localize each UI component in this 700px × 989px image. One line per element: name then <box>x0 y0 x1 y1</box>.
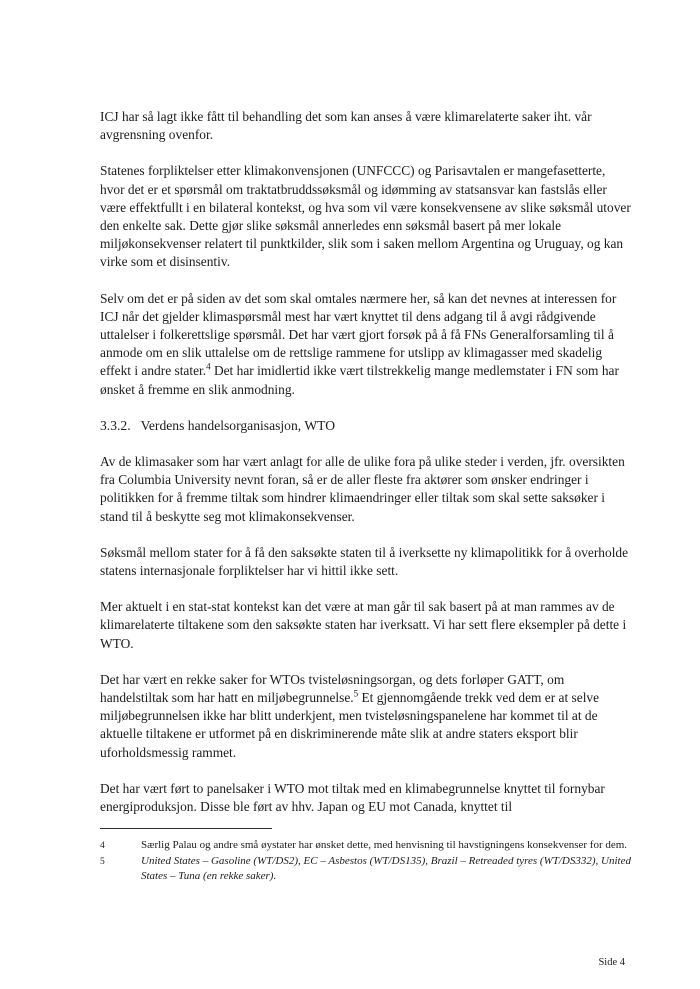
paragraph-wto-tvistelosning <box>100 671 632 762</box>
paragraph-mer-aktuelt: Mer aktuelt i en stat-stat kontekst kan det være at man går til sak basert på at man rammes av de klimarelaterte tiltakene som den saksøkte staten har iverksatt. Vi har sett flere eksempler på dette i WTO. <box>100 599 627 651</box>
paragraph-text: Selv om det er på siden av det som skal omtales nærmere her, så kan det nevnes at interessen for ICJ når det gjelder klimaspørsmål mest har vært knyttet til dens adgang til å avgi rådgivende uttalelser i folkerettslige spørsmål. Det har vært gjort forsøk på å få FNs Generalforsamling til å anmode om en slik uttalelse om de rettslige rammene for utslipp av klimagasser med skadelig effekt i andre stater. <box>100 290 617 379</box>
footnote-text: Særlig Palau og andre små øystater har ønsket dette, med henvisning til havstigningens konsekvenser for dem. <box>141 839 628 852</box>
paragraph-icj-radgivende <box>100 290 632 399</box>
paragraph-panelsaker: Det har vært ført to panelsaker i WTO mot tiltak med en klimabegrunnelse knyttet til fornybar energiproduksjon. Disse ble ført av hhv. Japan og EU mot Canada, knyttet til <box>100 780 605 815</box>
footnote-marker: 4 <box>100 841 105 852</box>
paragraph-text: Et gjennomgående trekk ved dem er at selve miljøbegrunnelsen ikke har blitt underkjent, men tvisteløsningspanelene har kommet til at de aktuelle tiltakene er utformet på en diskriminerende måte slik at andre staters eksport blir uforholdsmessig rammet. <box>100 690 600 760</box>
paragraph-icj: ICJ har så lagt ikke fått til behandling det som kan anses å være klimarelaterte saker iht. vår avgrensning ovenfor. <box>100 109 592 143</box>
page-number: Side 4 <box>598 957 625 968</box>
paragraph-text: Det har vært en rekke saker for WTOs tvisteløsningsorgan, og dets forløper GATT, om handelstiltak som har hatt en miljøbegrunnelse. <box>100 671 565 706</box>
footnote-text: United States – Gasoline (WT/DS2), EC – Asbestos (WT/DS135), Brazil – Retreaded tyres (WT/DS332), United States – Tuna (en rekke saker). <box>141 855 631 883</box>
section-heading-title: Verdens handelsorganisasjon, WTO <box>140 417 336 433</box>
footnote-separator <box>100 828 272 829</box>
paragraph-klimasaker: Av de klimasaker som har vært anlagt for alle de ulike fora på ulike steder i verden, jfr. oversikten fra Columbia University nevnt foran, så er de aller fleste fra aktører som ønsker endringer i politikken for å fremme tiltak som hindrer klimaendringer eller tiltak som skal sette saksøker i stand til å beskytte seg mot klimakonsekvenser. <box>100 454 625 524</box>
section-heading-332 <box>100 417 632 435</box>
footnote-ref-5: 5 <box>353 688 359 699</box>
paragraph-soksmal-mellom-stater: Søksmål mellom stater for å få den saksøkte staten til å iverksette ny klimapolitikk for å overholde statens internasjonale forpliktelser har vi hittil ikke sett. <box>100 544 629 579</box>
footnote-ref-4: 4 <box>206 361 211 372</box>
document-body <box>100 108 632 884</box>
section-heading-number: 3.3.2. <box>100 417 131 433</box>
paragraph-text: Det har imidlertid ikke vært tilstrekkelig mange medlemstater i FN som har ønsket å fremme en slik anmodning. <box>100 363 619 397</box>
footnote-block <box>100 828 632 884</box>
footnote-4 <box>100 838 632 854</box>
paragraph-statenes-forpliktelser: Statenes forpliktelser etter klimakonvensjonen (UNFCCC) og Parisavtalen er mangefasetterte, hvor det er et spørsmål om traktatbruddssøksmål og idømming av statsansvar kan fastslås eller være effektfullt i en bilateral kontekst, og hva som vil være konsekvensene av slike søksmål utover den enkelte sak. Dette gjør slike søksmål annerledes enn søksmål basert på mer lokale miljøkonsekvenser relatert til punktkilder, slik som i saken mellom Argentina og Uruguay, og kan virke som et disinsentiv. <box>100 163 631 270</box>
footnote-5 <box>100 854 632 884</box>
footnote-marker: 5 <box>100 857 105 868</box>
